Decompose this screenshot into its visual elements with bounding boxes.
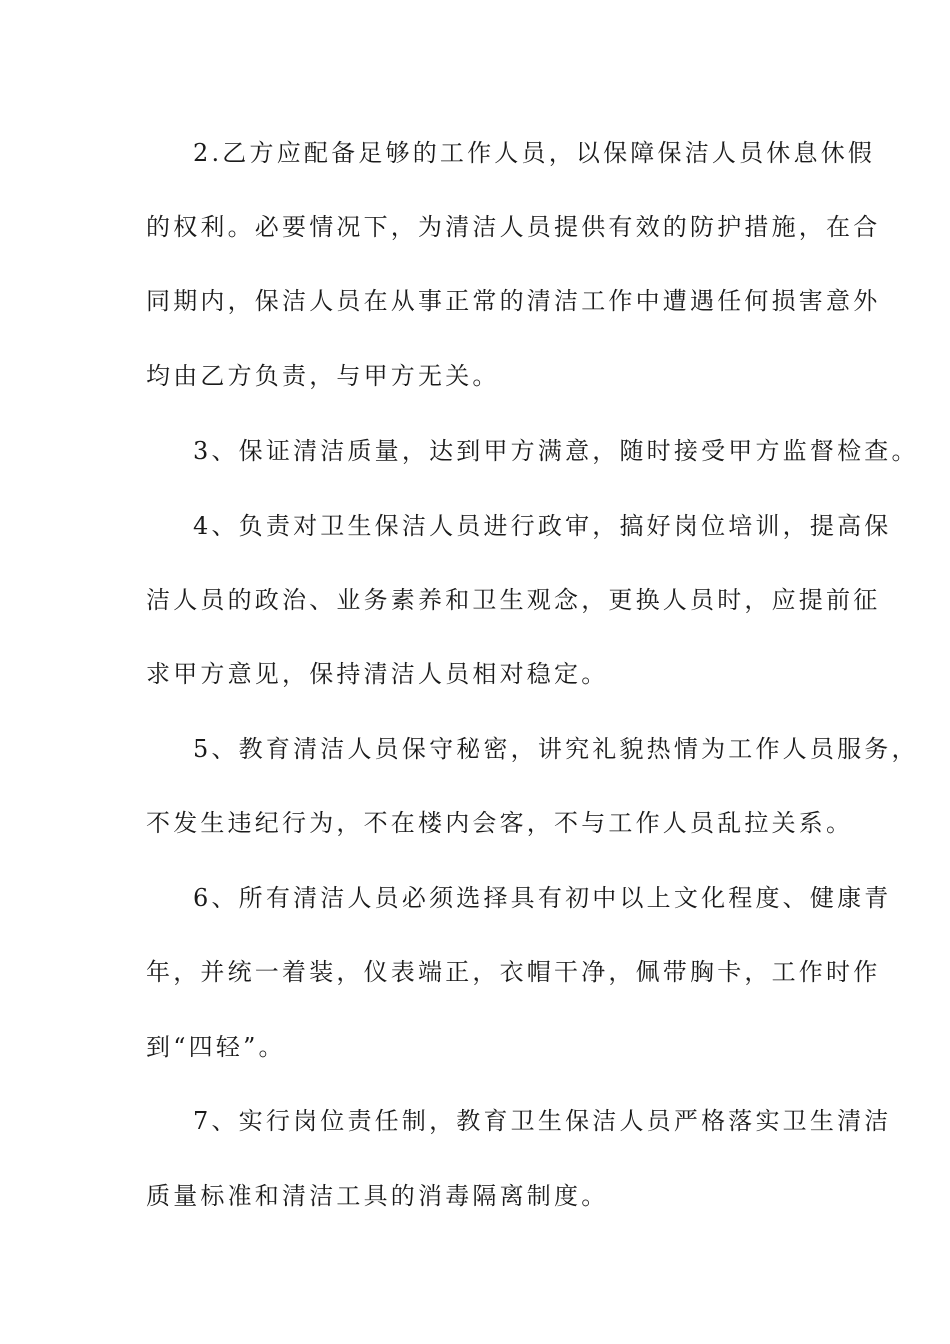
paragraph-7-line-2: 质量标准和清洁工具的消毒隔离制度。	[146, 1182, 609, 1210]
paragraph-7-line-1: 7、实行岗位责任制，教育卫生保洁人员严格落实卫生清洁	[193, 1107, 892, 1135]
paragraph-5-line-2: 不发生违纪行为，不在楼内会客，不与工作人员乱拉关系。	[146, 809, 854, 837]
paragraph-2-line-4: 均由乙方负责，与甲方无关。	[146, 362, 500, 390]
paragraph-3-line-1: 3、保证清洁质量，达到甲方满意，随时接受甲方监督检查。	[193, 437, 919, 465]
paragraph-6-line-3: 到“四轻”。	[146, 1033, 286, 1061]
paragraph-2-line-3: 同期内，保洁人员在从事正常的清洁工作中遭遇任何损害意外	[146, 287, 881, 315]
paragraph-6-line-1: 6、所有清洁人员必须选择具有初中以上文化程度、健康青	[193, 884, 892, 912]
paragraph-2-line-2: 的权利。必要情况下，为清洁人员提供有效的防护措施，在合	[146, 213, 881, 241]
paragraph-4-line-3: 求甲方意见，保持清洁人员相对稳定。	[146, 660, 609, 688]
paragraph-5-line-1: 5、教育清洁人员保守秘密，讲究礼貌热情为工作人员服务，	[193, 735, 919, 763]
paragraph-4-line-1: 4、负责对卫生保洁人员进行政审，搞好岗位培训，提高保	[193, 512, 892, 540]
paragraph-2-line-1: 2.乙方应配备足够的工作人员，以保障保洁人员休息休假	[193, 139, 876, 167]
paragraph-6-line-2: 年，并统一着装，仪表端正，衣帽干净，佩带胸卡，工作时作	[146, 958, 881, 986]
paragraph-4-line-2: 洁人员的政治、业务素养和卫生观念，更换人员时，应提前征	[146, 586, 881, 614]
